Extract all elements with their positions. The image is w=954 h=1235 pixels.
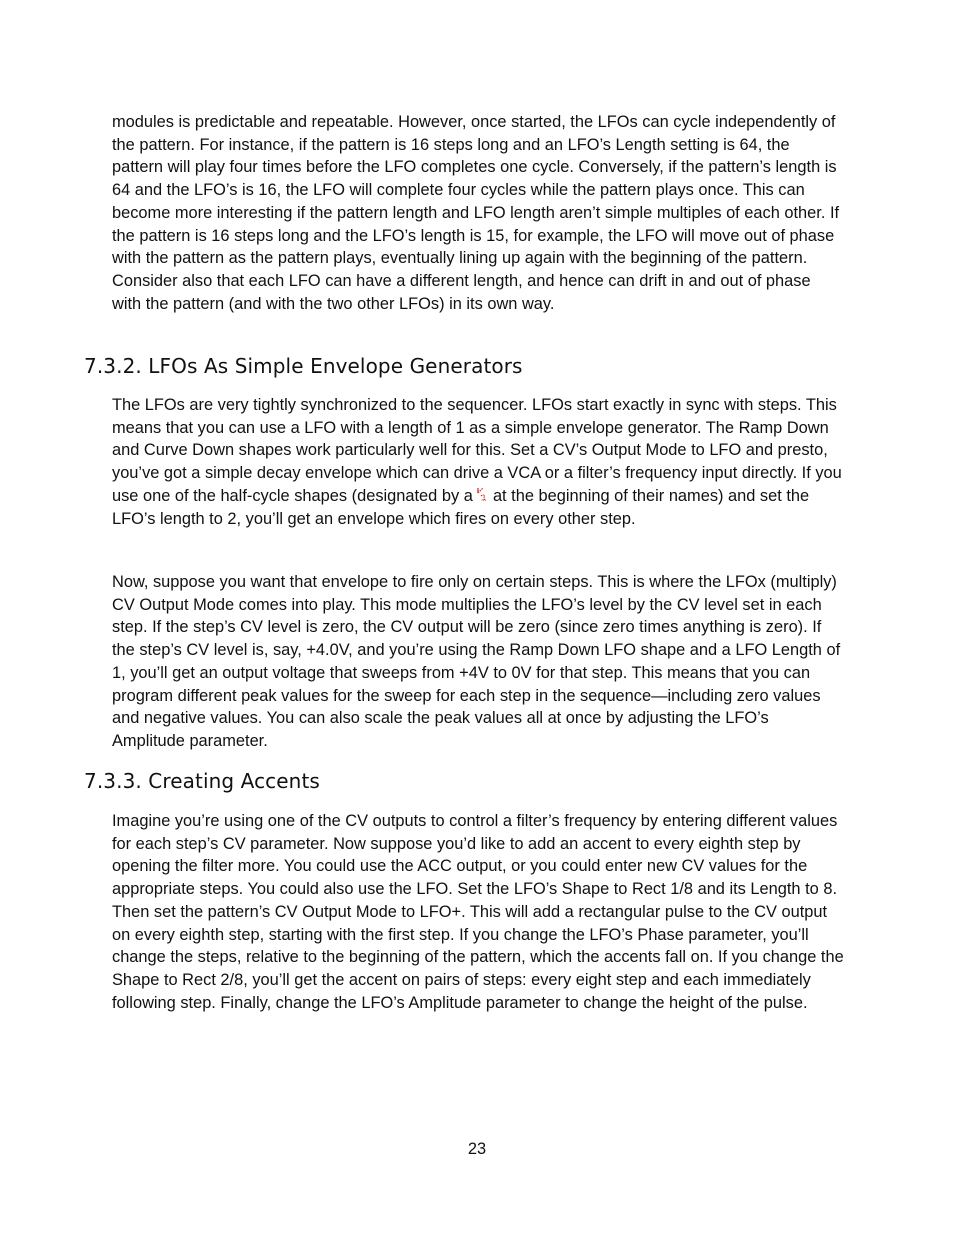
paragraph-lfo-cycle: modules is predictable and repeatable. However, once started, the LFOs can cycle independently of the pattern. For instance, if the pattern is 16 steps long and an LFO’s Length setting is 64, the pattern will play four times before the LFO completes one cycle. Conversely, if the pattern’s length is 64 and the LFO’s is 16, the LFO will complete four cycles while the pattern plays once. This can become more interesting if the pattern length and LFO length aren’t simple multiples of each other. If the pattern is 16 steps long and the LFO’s length is 15, for example, the LFO will move out of phase with the pattern as the pattern plays, eventually lining up again with the beginning of the pattern. Consider also that each LFO can have a different length, and hence can drift in and out of phase with the pattern (and with the two other LFOs) in its own way.	[112, 113, 840, 313]
paragraph-envelope-text-start: The LFOs are very tightly synchronized to the sequencer. LFOs start exactly in sync with steps. This means that you can use a LFO with a length of 1 as a simple envelope generator. The Ramp Down and Curve Down shapes work particularly well for this. Set a CV’s Output Mode to LFO and presto, you’ve got a simple decay envelope which can drive a VCA or a filter’s frequency input directly. If you use one of the half-cycle shapes (designated by a	[112, 396, 842, 505]
paragraph-lfox-mode: Now, suppose you want that envelope to fire only on certain steps. This is where the LFOx (multiply) CV Output Mode comes into play. This mode multiplies the LFO’s level by the CV level set in each step. If the step’s CV level is zero, the CV output will be zero (since zero times anything is zero). If the step’s CV level is, say, +4.0V, and you’re using the Ramp Down LFO shape and a LFO Length of 1, you’ll get an output voltage that sweeps from +4V to 0V for that step. This means that you can program different peak values for the sweep for each step in the sequence—including zero values and negative values. You can also scale the peak values all at once by adjusting the LFO’s Amplitude parameter.	[112, 573, 841, 750]
paragraph-envelope-generators	[112, 394, 844, 530]
half-cycle-icon	[477, 486, 488, 502]
page-number: 23	[467, 1140, 487, 1158]
section-heading-7-3-2: 7.3.2. LFOs As Simple Envelope Generators	[84, 354, 523, 378]
paragraph-creating-accents: Imagine you’re using one of the CV outputs to control a filter’s frequency by entering different values for each step’s CV parameter. Now suppose you’d like to add an accent to every eighth step by opening the filter more. You could use the ACC output, or you could enter new CV values for the appropriate steps. You could also use the LFO. Set the LFO’s Shape to Rect 1/8 and its Length to 8. Then set the pattern’s CV Output Mode to LFO+. This will add a rectangular pulse to the CV output on every eighth step, starting with the first step. If you change the LFO’s Phase parameter, you’ll change the steps, relative to the beginning of the pattern, which the accents fall on. If you change the Shape to Rect 2/8, you’ll get the accent on pairs of steps: every eight step and each immediately following step. Finally, change the LFO’s Amplitude parameter to change the height of the pulse.	[112, 812, 844, 1012]
paragraph-envelope-text-end: at the beginning of their names) and set the LFO’s length to 2, you’ll get an envelope which fires on every other step.	[112, 486, 810, 528]
section-heading-7-3-3: 7.3.3. Creating Accents	[84, 769, 320, 793]
